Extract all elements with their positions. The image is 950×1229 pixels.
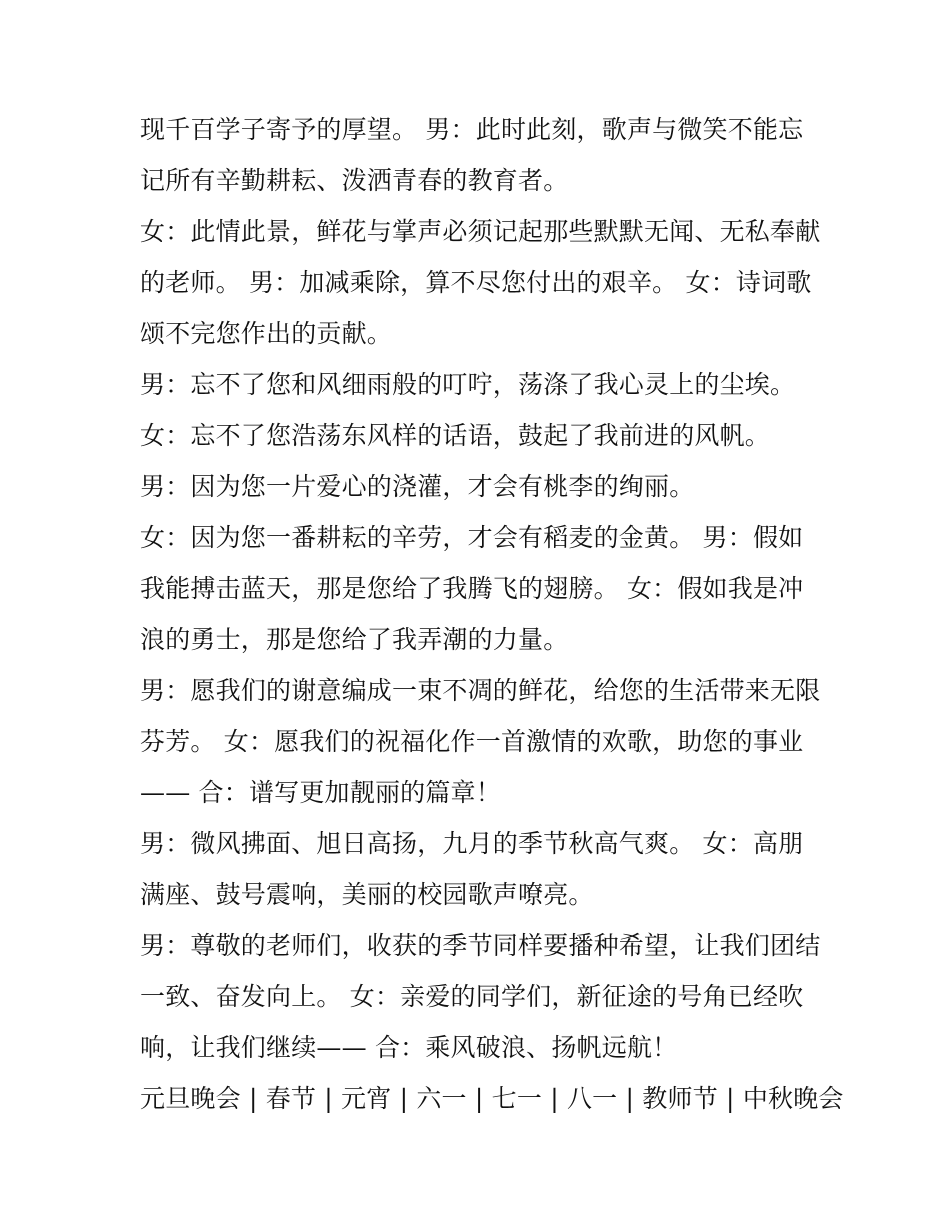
text-line-4: 的老师。 男：加减乘除，算不尽您付出的艰辛。 女：诗词歌 — [140, 268, 812, 297]
text-line-15: 男：微风拂面、旭日高扬，九月的季节秋高气爽。 女：高朋 — [140, 829, 804, 858]
text-line-11: 浪的勇士，那是您给了我弄潮的力量。 — [140, 625, 569, 654]
text-line-18: 一致、奋发向上。 女：亲爱的同学们，新征途的号角已经吹 — [140, 982, 804, 1011]
text-line-6: 男：忘不了您和风细雨般的叮咛，荡涤了我心灵上的尘埃。 — [140, 370, 796, 399]
text-line-2: 记所有辛勤耕耘、泼洒青春的教育者。 — [140, 166, 569, 195]
text-line-10: 我能搏击蓝天，那是您给了我腾飞的翅膀。 女：假如我是冲 — [140, 574, 804, 603]
text-line-5: 颂不完您作出的贡献。 — [140, 319, 393, 348]
document-body — [140, 104, 844, 1124]
text-line-13: 芬芳。 女：愿我们的祝福化作一首激情的欢歌，助您的事业 — [140, 727, 804, 756]
text-line-14: —— 合：谱写更加靓丽的篇章！ — [140, 778, 501, 807]
text-line-7: 女：忘不了您浩荡东风样的话语，鼓起了我前进的风帆。 — [140, 421, 771, 450]
text-line-12: 男：愿我们的谢意编成一束不凋的鲜花，给您的生活带来无限 — [140, 676, 821, 705]
text-line-16: 满座、鼓号震响，美丽的校园歌声嘹亮。 — [140, 880, 594, 909]
text-line-3: 女：此情此景，鲜花与掌声必须记起那些默默无闻、无私奉献 — [140, 217, 821, 246]
text-line-8: 男：因为您一片爱心的浇灌，才会有桃李的绚丽。 — [140, 472, 695, 501]
text-line-19: 响，让我们继续—— 合：乘风破浪、扬帆远航！ — [140, 1033, 678, 1062]
text-line-1: 现千百学子寄予的厚望。 男：此时此刻，歌声与微笑不能忘 — [140, 115, 804, 144]
text-line-17: 男：尊敬的老师们，收获的季节同样要播种希望，让我们团结 — [140, 931, 821, 960]
holiday-category-line: 元旦晚会 | 春节 | 元宵 | 六一 | 七一 | 八一 | 教师节 | 中秋晚会 — [140, 1084, 844, 1113]
text-line-9: 女：因为您一番耕耘的辛劳，才会有稻麦的金黄。 男：假如 — [140, 523, 804, 552]
